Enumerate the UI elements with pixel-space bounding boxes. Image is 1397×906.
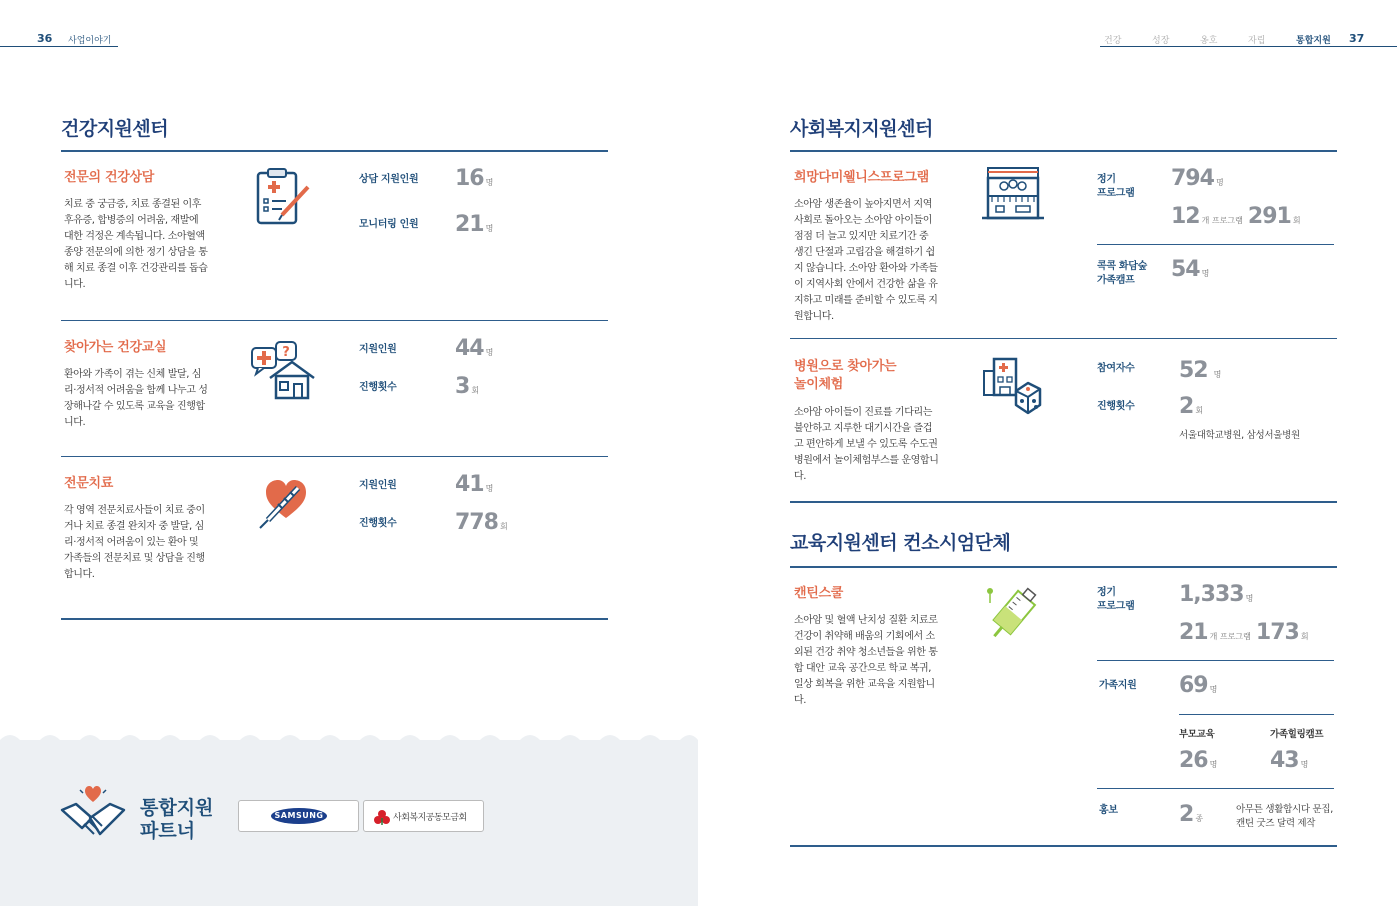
camp-label [1097, 260, 1147, 288]
pr-desc-line: 캔틴 굿즈 달력 제작 [1236, 818, 1316, 829]
label-line: 정기 [1097, 174, 1116, 185]
top-nav [1104, 33, 1348, 46]
stat-label: 진행횟수 [359, 518, 397, 529]
healing-camp-label: 가족힐링캠프 [1270, 729, 1324, 740]
stat-value: 44 [455, 336, 484, 361]
nav-item-integrated[interactable]: 통합지원 [1296, 36, 1331, 46]
stat-label: 지원인원 [359, 480, 397, 491]
item-divider [790, 338, 1337, 339]
therapy-title: 전문치료 [64, 476, 114, 491]
stat-label: 진행횟수 [1097, 401, 1135, 412]
stat-unit: 회 [471, 386, 480, 395]
stat-value-row [1179, 394, 1203, 419]
wave-divider [0, 726, 698, 746]
partner-title [140, 797, 213, 843]
samsung-logo-box [238, 800, 359, 832]
item-divider [61, 456, 608, 457]
health-class-desc: 환아와 가족이 겪는 신체 발달, 심리·정서적 어려움을 함께 나누고 성장해나갈 수 있도록 교육을 진행합니다. [64, 369, 208, 428]
canteen-desc: 소아암 및 혈액 난치성 질환 치료로 건강이 취약해 배움의 기회에서 소외된 건강 취약 청소년들을 위한 통합 대안 교육 공간으로 학교 복귀, 일상 회복을 위한 교육을 지원합니다. [794, 615, 938, 706]
title-line: 놀이체험 [794, 377, 844, 392]
stat-value: 26 [1179, 748, 1208, 773]
program-count-row [1179, 620, 1309, 645]
stat-unit: 명 [1215, 178, 1224, 187]
header-rule-right [1100, 46, 1397, 47]
stat-unit: 명 [1209, 760, 1218, 769]
stat-value: 16 [455, 166, 484, 191]
section-rule [790, 566, 1337, 568]
community-building-icon [982, 166, 1044, 222]
stat-divider [1097, 788, 1334, 789]
page-number-right: 37 [1349, 32, 1365, 45]
stat-value: 3 [455, 374, 470, 399]
pr-desc-line: 아무튼 생활합시다 문집, [1236, 804, 1333, 815]
label-line: 프로그램 [1097, 601, 1135, 612]
stat-unit: 명 [485, 348, 494, 357]
stat-unit: 명 [1213, 370, 1222, 379]
section-label: 사업이야기 [68, 36, 112, 46]
nav-item-independence[interactable]: 자립 [1248, 36, 1266, 46]
stat-label: 상담 지원인원 [359, 174, 419, 185]
stat-unit: 명 [1201, 269, 1210, 278]
session-count-unit: 회 [1300, 632, 1309, 641]
stat-value: 43 [1270, 748, 1299, 773]
program-count-value: 12 [1171, 204, 1200, 229]
social-welfare-center-title: 사회복지지원센터 [790, 118, 933, 140]
pr-desc [1236, 803, 1333, 831]
heart-syringe-icon [254, 474, 314, 534]
program-count-value: 21 [1179, 620, 1208, 645]
label-line: 프로그램 [1097, 188, 1135, 199]
session-count-value: 291 [1247, 204, 1291, 229]
stat-unit: 회 [499, 522, 508, 531]
stat-unit: 명 [485, 484, 494, 493]
stat-unit: 명 [1300, 760, 1309, 769]
samsung-logo: SAMSUNG [271, 808, 327, 824]
stat-label: 홍보 [1099, 805, 1118, 816]
nav-item-health[interactable]: 건강 [1104, 36, 1122, 46]
stat-label: 참여자수 [1097, 363, 1135, 374]
stat-label: 가족지원 [1099, 680, 1137, 691]
consultation-title: 전문의 건강상담 [64, 170, 155, 185]
hospital-names: 서울대학교병원, 삼성서울병원 [1179, 430, 1300, 441]
stat-unit: 명 [485, 178, 494, 187]
stat-value: 21 [455, 212, 484, 237]
session-count-unit: 회 [1292, 216, 1301, 225]
stat-value-row [1179, 358, 1221, 383]
stat-value: 69 [1179, 673, 1208, 698]
stat-value: 2 [1179, 802, 1194, 827]
stat-label: 지원인원 [359, 344, 397, 355]
regular-program-label [1097, 173, 1134, 201]
parent-edu-label: 부모교육 [1179, 729, 1215, 740]
svg-text:?: ? [282, 345, 290, 360]
stat-label: 진행횟수 [359, 382, 397, 393]
hospital-play-desc: 소아암 아이들이 진료를 기다리는 불안하고 지루한 대기시간을 즐겁고 편안하게 보낼 수 있도록 수도권 병원에서 놀이체험부스를 운영합니다. [794, 407, 939, 482]
stat-value-row [1179, 582, 1253, 607]
partner-title-line1: 통합지원 [140, 797, 214, 819]
fruit-logo-icon [374, 809, 390, 825]
clipboard-medical-icon [252, 167, 312, 227]
stat-value-row [1270, 748, 1308, 773]
stat-value: 2 [1179, 394, 1194, 419]
stat-value: 52 [1179, 358, 1208, 383]
stat-value-row [455, 472, 493, 497]
program-count-row [1171, 204, 1301, 229]
hospital-dice-icon [982, 355, 1044, 415]
stat-unit: 종 [1195, 814, 1204, 823]
section-rule-bottom [790, 501, 1337, 503]
stat-divider [1179, 714, 1334, 715]
label-line: 정기 [1097, 587, 1116, 598]
stat-unit: 명 [485, 224, 494, 233]
stat-unit: 회 [1195, 406, 1204, 415]
stat-value-row [1179, 673, 1217, 698]
partner-title-line2: 파트너 [140, 820, 196, 842]
stat-value-row [1179, 802, 1203, 827]
nav-item-growth[interactable]: 성장 [1152, 36, 1170, 46]
stat-value-row [455, 212, 493, 237]
session-count-value: 173 [1255, 620, 1299, 645]
section-rule-bottom [790, 845, 1337, 847]
item-divider [61, 320, 608, 321]
stat-value-row [455, 166, 493, 191]
house-health-icon [250, 340, 316, 400]
stat-value-row [455, 510, 508, 535]
regular-program-label [1097, 586, 1134, 614]
title-line: 병원으로 찾아가는 [794, 359, 897, 374]
hospital-play-title [794, 358, 896, 394]
section-rule [790, 150, 1337, 152]
community-chest-logo-box [363, 800, 484, 832]
page-number-left: 36 [37, 32, 53, 45]
stat-unit: 명 [1209, 685, 1218, 694]
consultation-desc: 치료 중 궁금증, 치료 종결된 이후 후유증, 합병증의 어려움, 재발에 대한 걱정은 계속됩니다. 소아혈액종양 전문의에 의한 정기 상담을 통해 치료 종결 이후 건강관리를 돕습니다. [64, 199, 208, 290]
label-line: 가족캠프 [1097, 275, 1135, 286]
handshake-icon [58, 784, 128, 848]
program-count-unit: 개 프로그램 [1201, 216, 1243, 225]
header-rule-left [0, 46, 118, 47]
section-rule [61, 150, 608, 152]
program-count-unit: 개 프로그램 [1209, 632, 1251, 641]
stat-label: 모니터링 인원 [359, 219, 419, 230]
stat-value-row [455, 336, 493, 361]
stat-divider [1097, 660, 1334, 661]
stat-value-row [1171, 166, 1224, 191]
canteen-syringe-icon [980, 583, 1046, 645]
stat-value-row [1171, 257, 1209, 282]
wellness-title: 희망다미웰니스프로그램 [794, 170, 929, 185]
stat-value: 794 [1171, 166, 1214, 191]
stat-divider [1097, 244, 1334, 245]
stat-unit: 명 [1245, 594, 1254, 603]
health-class-title: 찾아가는 건강교실 [64, 340, 167, 355]
stat-value: 778 [455, 510, 498, 535]
stat-value: 41 [455, 472, 484, 497]
canteen-title: 캔틴스쿨 [794, 586, 844, 601]
stat-value: 1,333 [1179, 582, 1244, 607]
stat-value: 54 [1171, 257, 1200, 282]
label-line: 콕콕 화담숲 [1097, 261, 1147, 272]
health-center-title: 건강지원센터 [61, 118, 169, 140]
stat-value-row [1179, 748, 1217, 773]
therapy-desc: 각 영역 전문치료사들이 치료 중이거나 치료 종결 완치자 중 발달, 심리·정서적 어려움이 있는 환아 및 가족들의 전문치료 및 상담을 진행합니다. [64, 505, 205, 580]
wellness-desc: 소아암 생존율이 높아지면서 지역사회로 돌아오는 소아암 아이들이 점점 더 늘고 있지만 치료기간 중 생긴 단절과 고립감을 해결하기 쉽지 않습니다. 소아암 환아와 가족들이 지역사회 안에서 건강한 삶을 유지하고 미래를 준비할 수 있도록 지원합니다. [794, 199, 938, 322]
community-chest-name: 사회복지공동모금회 [393, 813, 467, 823]
education-center-title: 교육지원센터 컨소시엄단체 [790, 532, 1011, 554]
section-rule-bottom [61, 618, 608, 620]
nav-item-advocacy[interactable]: 옹호 [1200, 36, 1218, 46]
stat-value-row [455, 374, 479, 399]
